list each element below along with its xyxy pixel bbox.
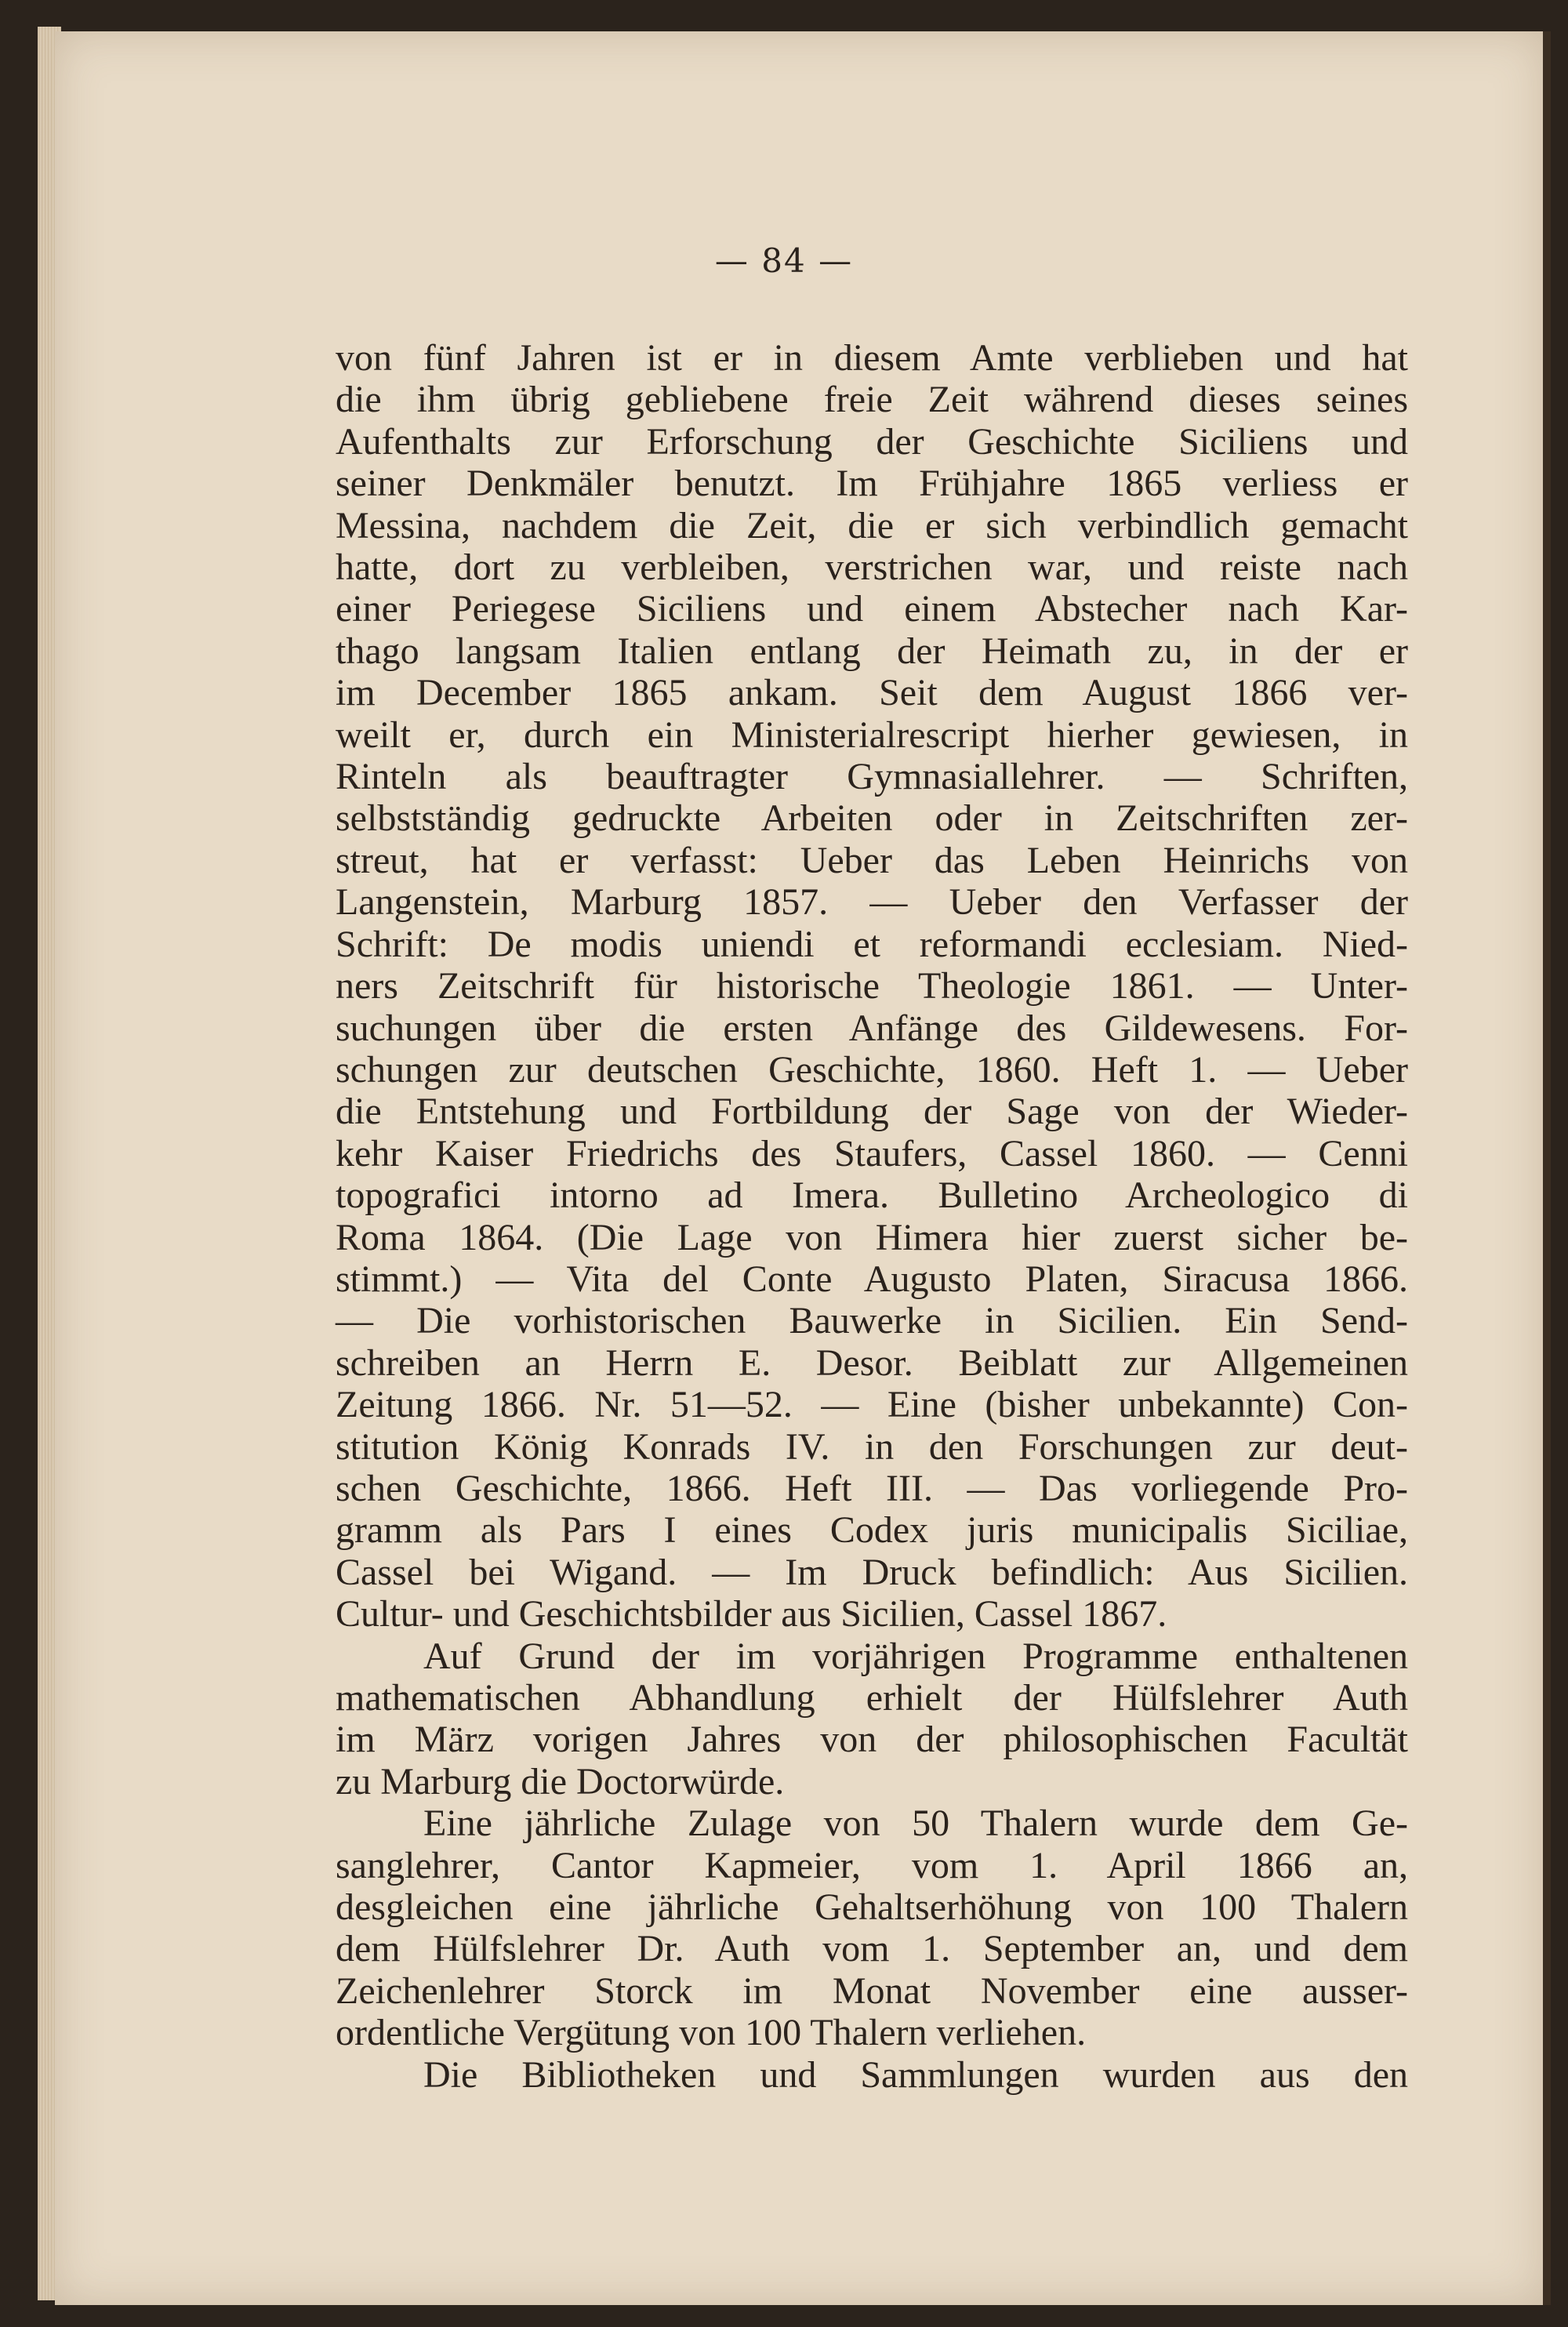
text-line: Zeitung 1866. Nr. 51—52. — Eine (bisher unbekannte) Con- [336, 1384, 1408, 1426]
text-line: desgleichen eine jährliche Gehaltserhöhung von 100 Thalern [336, 1886, 1408, 1929]
text-line: dem Hülfslehrer Dr. Auth vom 1. September an, und dem [336, 1928, 1408, 1970]
text-line: — Die vorhistorischen Bauwerke in Sicilien. Ein Send- [336, 1300, 1408, 1342]
paragraph-start: Eine jährliche Zulage von 50 Thalern wurde dem Ge- [423, 1802, 1408, 1845]
text-line: Messina, nachdem die Zeit, die er sich verbindlich gemacht [336, 504, 1408, 546]
text-line: ordentliche Vergütung von 100 Thalern verliehen. [336, 2012, 1087, 2054]
text-line: im März vorigen Jahres von der philosophischen Facultät [336, 1719, 1408, 1761]
text-line: Langenstein, Marburg 1857. — Ueber den Verfasser der [336, 881, 1408, 924]
page-number: — 84 — [714, 241, 854, 280]
text-line: gramm als Pars I eines Codex juris municipalis Siciliae, [336, 1509, 1408, 1552]
text-line: schreiben an Herrn E. Desor. Beiblatt zur Allgemeinen [336, 1341, 1408, 1384]
text-line: seiner Denkmäler benutzt. Im Frühjahre 1865 verliess er [336, 463, 1408, 505]
text-line: die ihm übrig gebliebene freie Zeit während dieses seines [336, 379, 1408, 421]
text-line: Aufenthalts zur Erforschung der Geschichte Siciliens und [336, 420, 1408, 463]
text-line: stitution König Konrads IV. in den Forschungen zur deut- [336, 1425, 1408, 1468]
text-line: kehr Kaiser Friedrichs des Staufers, Cassel 1860. — Cenni [336, 1132, 1408, 1174]
text-line: hatte, dort zu verbleiben, verstrichen war, und reiste nach [336, 546, 1408, 589]
text-line: schungen zur deutschen Geschichte, 1860. Heft 1. — Ueber [336, 1048, 1408, 1091]
text-line: stimmt.) — Vita del Conte Augusto Platen, Siracusa 1866. [336, 1258, 1408, 1300]
text-line: Zeichenlehrer Storck im Monat November eine ausser- [336, 1969, 1408, 2012]
text-line: Roma 1864. (Die Lage von Himera hier zuerst sicher be- [336, 1216, 1408, 1258]
paragraph-start: Auf Grund der im vorjährigen Programme enthaltenen [423, 1635, 1408, 1677]
text-line: die Entstehung und Fortbildung der Sage von der Wieder- [336, 1091, 1408, 1133]
text-line: Cultur- und Geschichtsbilder aus Sicilien, Cassel 1867. [336, 1593, 1167, 1635]
text-line: mathematischen Abhandlung erhielt der Hülfslehrer Auth [336, 1677, 1408, 1719]
text-line: weilt er, durch ein Ministerialrescript hierher gewiesen, in [336, 713, 1408, 756]
text-line: im December 1865 ankam. Seit dem August 1866 ver- [336, 672, 1408, 714]
text-line: sanglehrer, Cantor Kapmeier, vom 1. April 1866 an, [336, 1844, 1408, 1886]
text-line: schen Geschichte, 1866. Heft III. — Das vorliegende Pro- [336, 1467, 1408, 1509]
body-text [336, 337, 1408, 2096]
text-line: zu Marburg die Doctorwürde. [336, 1760, 785, 1802]
text-line: topografici intorno ad Imera. Bulletino Archeologico di [336, 1174, 1408, 1217]
text-line: Schrift: De modis uniendi et reformandi ecclesiam. Nied- [336, 923, 1408, 965]
text-line: streut, hat er verfasst: Ueber das Leben Heinrichs von [336, 839, 1408, 881]
text-line: Rinteln als beauftragter Gymnasiallehrer. — Schriften, [336, 756, 1408, 798]
binding-shadow [1543, 31, 1551, 2305]
paragraph-start: Die Bibliotheken und Sammlungen wurden aus den [423, 2053, 1408, 2096]
text-line: von fünf Jahren ist er in diesem Amte verblieben und hat [336, 337, 1408, 379]
text-line: thago langsam Italien entlang der Heimath zu, in der er [336, 630, 1408, 672]
text-line: suchungen über die ersten Anfänge des Gildewesens. For- [336, 1007, 1408, 1049]
text-line: Cassel bei Wigand. — Im Druck befindlich: Aus Sicilien. [336, 1551, 1408, 1593]
text-line: einer Periegese Siciliens und einem Abstecher nach Kar- [336, 588, 1408, 630]
text-line: ners Zeitschrift für historische Theologie 1861. — Unter- [336, 965, 1408, 1007]
text-line: selbstständig gedruckte Arbeiten oder in Zeitschriften zer- [336, 797, 1408, 840]
